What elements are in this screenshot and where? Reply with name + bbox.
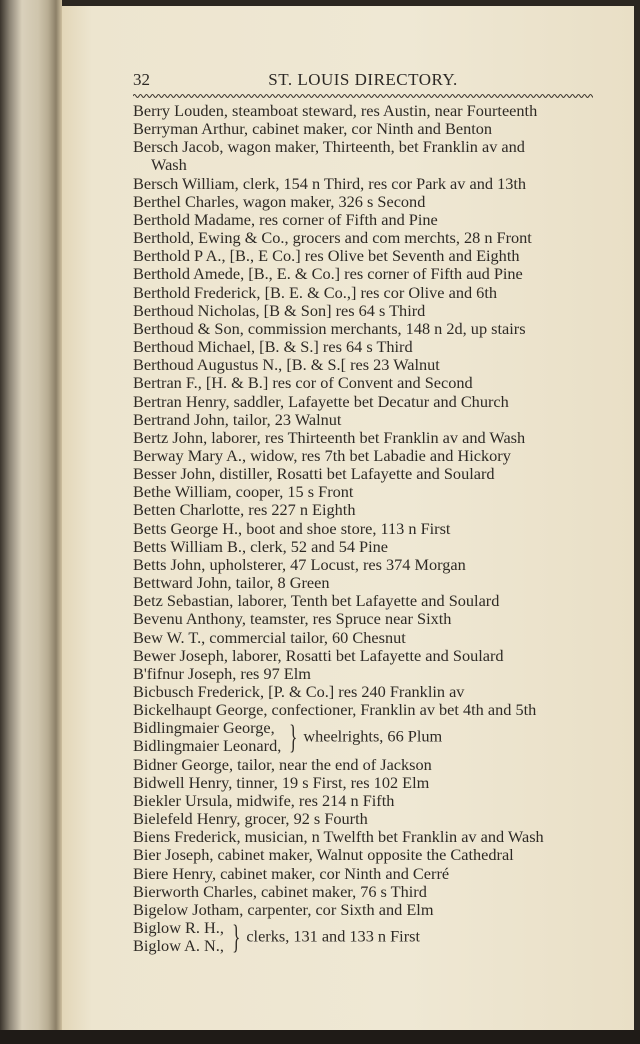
entry-name: Bidlingmaier George, [133,718,275,738]
directory-entry: Bethe William, cooper, 15 s Front [133,482,354,502]
directory-entry: Bierworth Charles, cabinet maker, 76 s Third [133,881,427,901]
directory-entry: B'fifnur Joseph, res 97 Elm [133,663,311,683]
shared-entry-text: wheelrights, 66 Plum [303,727,443,747]
directory-entry: Bidner George, tailor, near the end of Jackson [133,754,432,774]
page-title: ST. LOUIS DIRECTORY. [268,70,458,89]
directory-entry: Bielefeld Henry, grocer, 92 s Fourth [133,809,368,829]
directory-entry: Berthold Frederick, [B. E. & Co.,] res cor Olive and 6th [133,282,497,302]
shared-entry-detail [228,919,420,957]
directory-entries [133,102,603,955]
brace-icon: } [289,719,298,757]
directory-entry: Bickelhaupt George, confectioner, Franklin av bet 4th and 5th [133,700,537,720]
directory-entry: Biens Frederick, musician, n Twelfth bet Franklin av and Wash [133,827,544,847]
directory-entry: Berthold P A., [B., E Co.] res Olive bet Seventh and Eighth [133,246,520,266]
directory-entry: Berthoud & Son, commission merchants, 148 n 2d, up stairs [133,318,526,338]
directory-entry: Bertran Henry, saddler, Lafayette bet Decatur and Church [133,391,509,411]
scan-border [0,1030,640,1044]
directory-entry: Besser John, distiller, Rosatti bet Lafayette and Soulard [133,464,495,484]
directory-entry: Betts George H., boot and shoe store, 113 n First [133,518,451,538]
directory-entry: Bersch Jacob, wagon maker, Thirteenth, bet Franklin av and [133,137,525,157]
entry-name: Biglow A. N., [133,936,224,956]
book-binding [0,0,62,1044]
directory-entry: Bettward John, tailor, 8 Green [133,573,330,593]
directory-entry: Betts William B., clerk, 52 and 54 Pine [133,536,388,556]
directory-entry: Biere Henry, cabinet maker, cor Ninth and Cerré [133,863,450,883]
directory-entry: Bertran F., [H. & B.] res cor of Convent and Second [133,373,473,393]
directory-entry: Berthold Amede, [B., E. & Co.] res corner of Fifth aud Pine [133,264,523,284]
directory-entry-continuation: Wash [151,155,187,175]
directory-entry: Betz Sebastian, laborer, Tenth bet Lafayette and Soulard [133,591,500,611]
directory-entry: Biekler Ursula, midwife, res 214 n Fifth [133,790,395,810]
directory-entry: Bier Joseph, cabinet maker, Walnut opposite the Cathedral [133,845,514,865]
directory-entry: Bigelow Jotham, carpenter, cor Sixth and Elm [133,899,434,919]
directory-entry: Bersch William, clerk, 154 n Third, res cor Park av and 13th [133,173,527,193]
directory-entry-group [133,719,603,755]
directory-entry: Berry Louden, steamboat steward, res Austin, near Fourteenth [133,101,538,120]
directory-entry: Bevenu Anthony, teamster, res Spruce near Sixth [133,609,452,629]
directory-entry: Bew W. T., commercial tailor, 60 Chesnut [133,627,406,647]
directory-entry: Bidwell Henry, tinner, 19 s First, res 102 Elm [133,772,430,792]
directory-entry: Berryman Arthur, cabinet maker, cor Ninth and Benton [133,119,493,139]
directory-entry: Berthoud Augustus N., [B. & S.[ res 23 Walnut [133,355,440,375]
shared-entry-text: clerks, 131 and 133 n First [246,926,420,946]
page-header [133,70,593,92]
page-number: 32 [133,70,150,89]
shared-entry-detail [285,719,443,757]
directory-entry: Betts John, upholsterer, 47 Locust, res 374 Morgan [133,554,466,574]
directory-entry: Betten Charlotte, res 227 n Eighth [133,500,356,520]
directory-entry-group [133,919,603,955]
directory-entry: Bertrand John, tailor, 23 Walnut [133,409,342,429]
directory-entry: Berthoud Michael, [B. & S.] res 64 s Third [133,337,413,357]
entry-name: Bidlingmaier Leonard, [133,736,282,756]
directory-entry: Berway Mary A., widow, res 7th bet Labadie and Hickory [133,445,511,465]
brace-icon: } [232,919,241,957]
directory-entry: Bertz John, laborer, res Thirteenth bet Franklin av and Wash [133,427,526,447]
directory-entry: Bicbusch Frederick, [P. & Co.] res 240 Franklin av [133,682,465,701]
directory-entry: Berthel Charles, wagon maker, 326 s Second [133,191,426,211]
entry-name: Biglow R. H., [133,918,224,938]
directory-entry: Berthold Madame, res corner of Fifth and Pine [133,209,438,229]
wavy-rule [133,92,593,100]
directory-entry: Berthoud Nicholas, [B & Son] res 64 s Third [133,300,426,320]
directory-entry: Berthold, Ewing & Co., grocers and com merchts, 28 n Front [133,228,532,248]
directory-entry: Bewer Joseph, laborer, Rosatti bet Lafayette and Soulard [133,645,504,665]
